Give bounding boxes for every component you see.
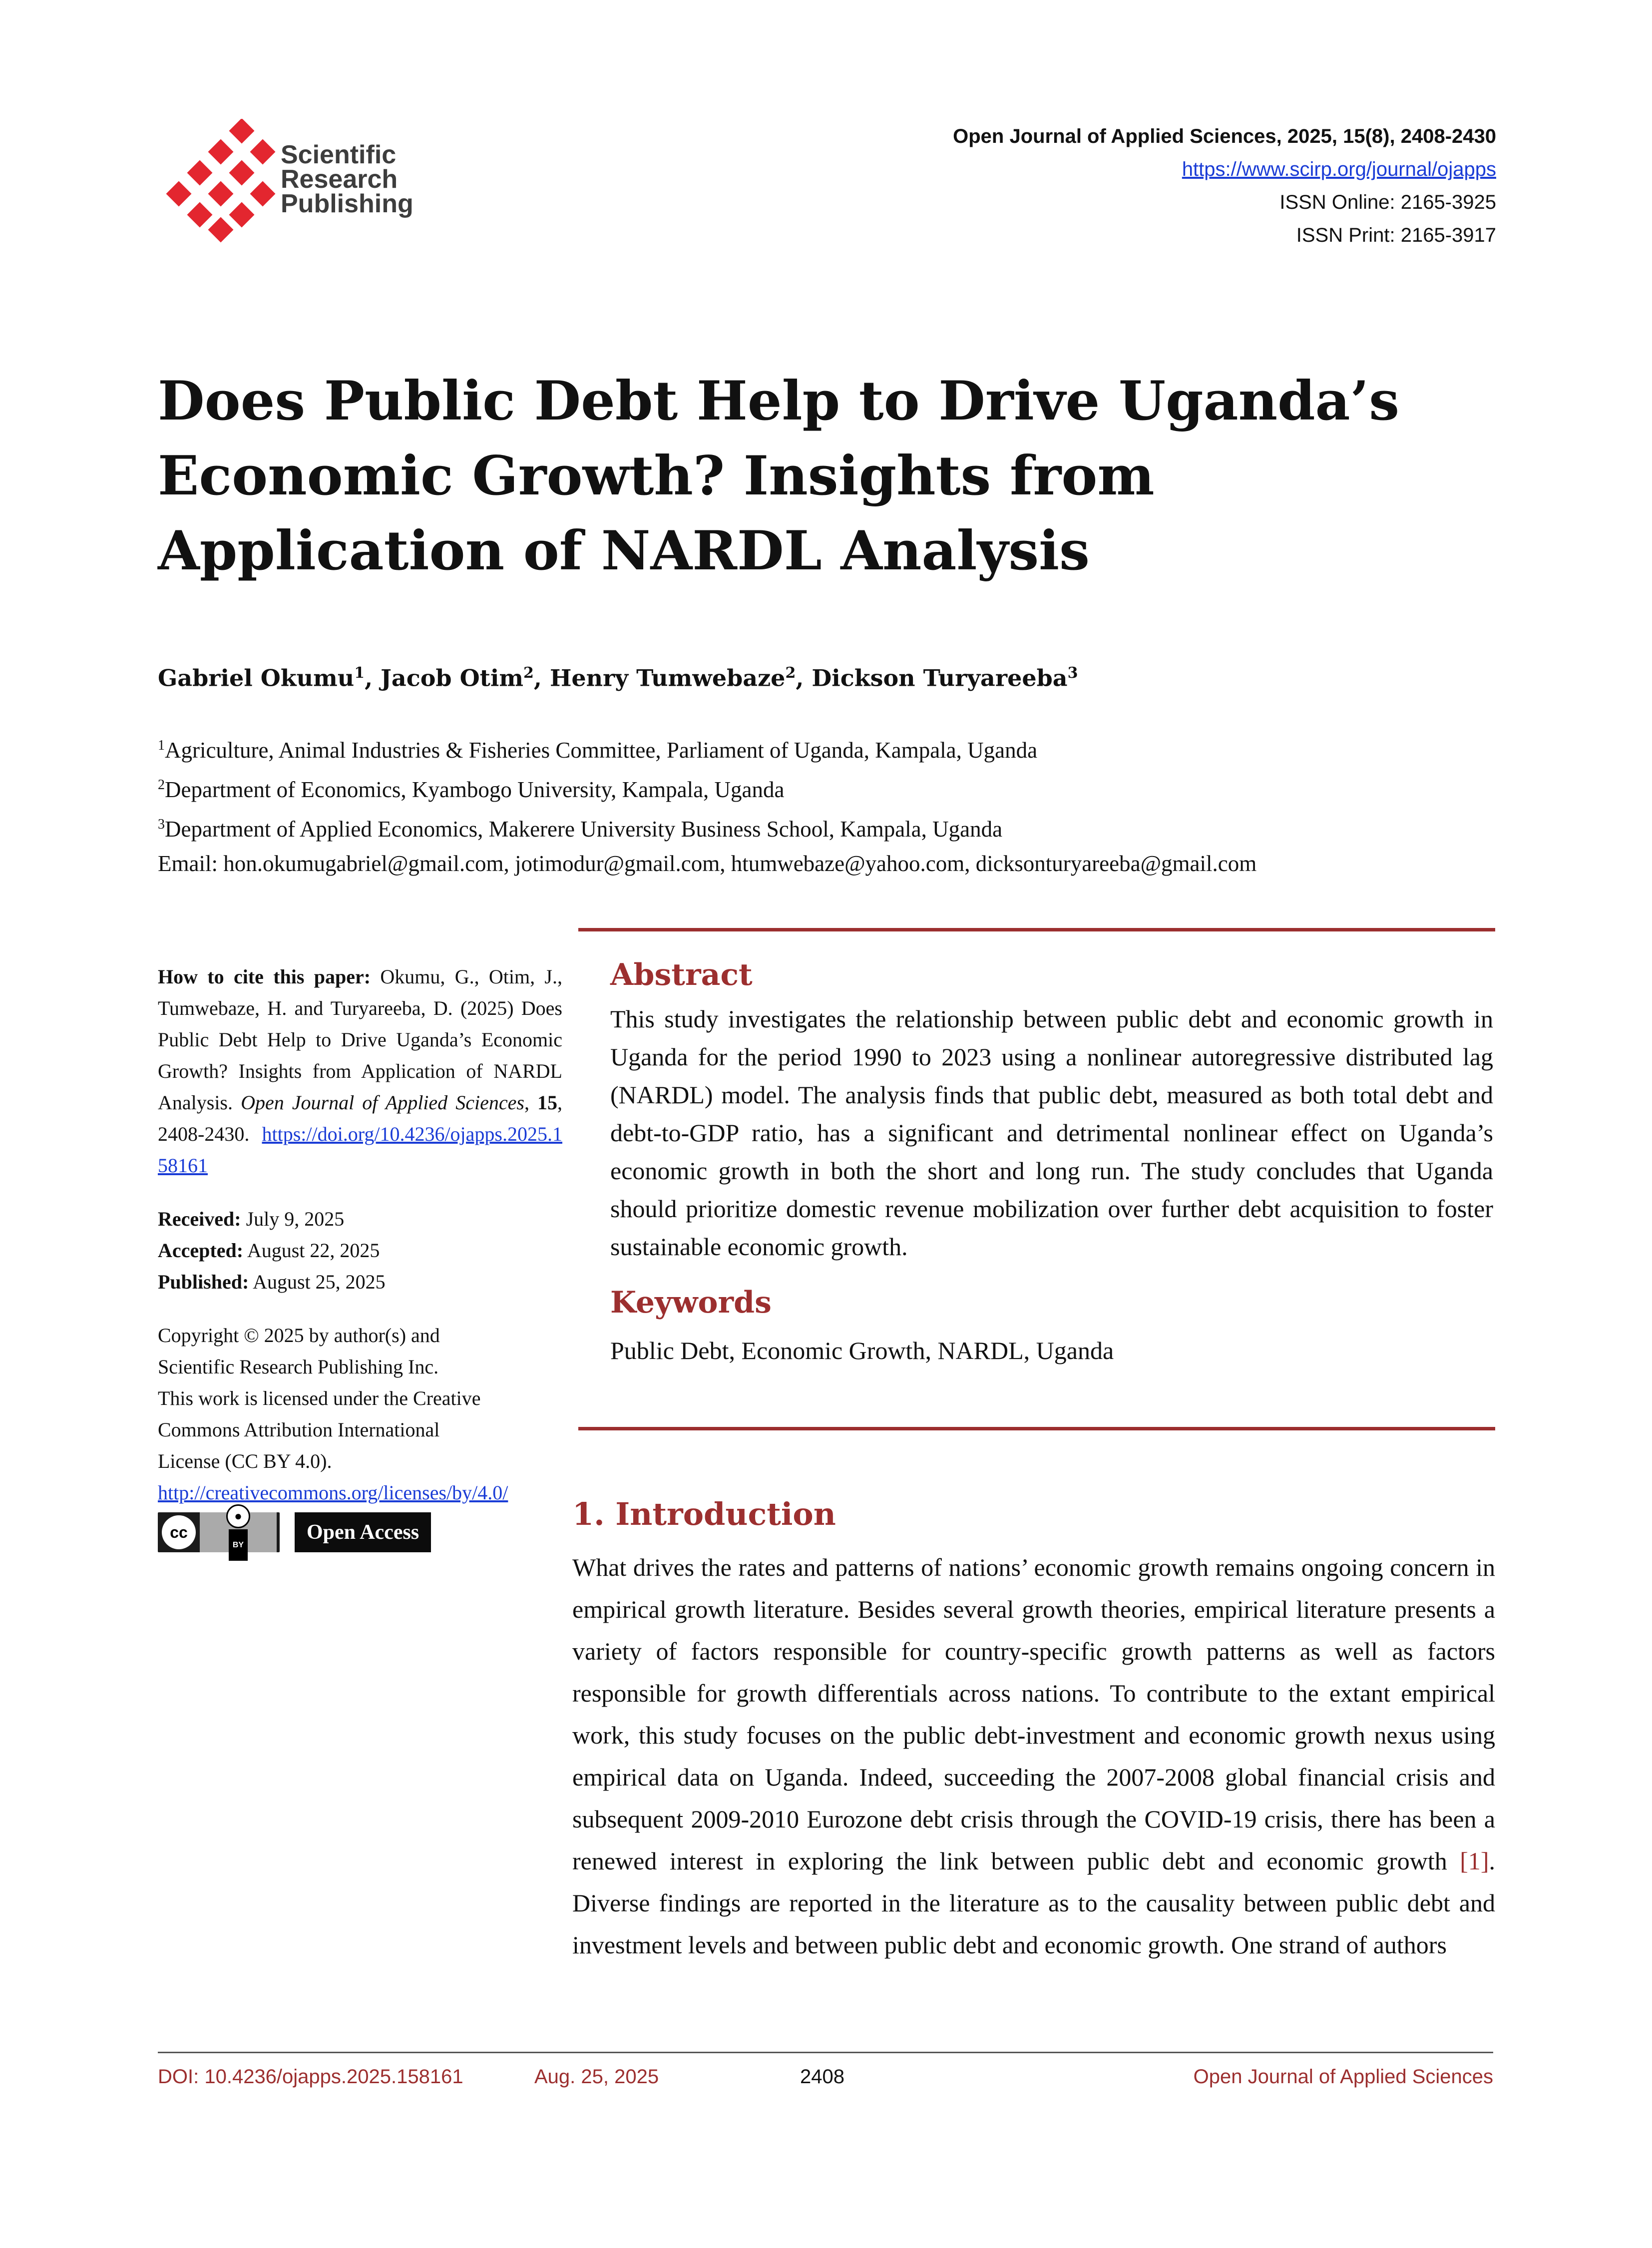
published-date: August 25, 2025 [253, 1271, 386, 1293]
cite-pages: , 2408-2430. [158, 1091, 563, 1145]
issn-print: ISSN Print: 2165-3917 [1296, 224, 1496, 246]
cite-volume: 15 [537, 1091, 558, 1114]
logo-diamond-mark [158, 119, 278, 244]
copyright-line: Copyright © 2025 by author(s) and [158, 1324, 440, 1347]
sidebar [158, 961, 562, 1552]
email-line: Email: hon.okumugabriel@gmail.com, jotimodur@gmail.com, htumwebaze@yahoo.com, dicksonturyareeba@gmail.com [158, 851, 1257, 876]
person-icon: ● [226, 1504, 250, 1528]
affiliation-sup: 3 [158, 817, 165, 832]
logo-line-2: Research [281, 165, 398, 194]
page-footer [158, 2062, 1493, 2092]
open-access-badge: Open Access [295, 1512, 431, 1552]
how-to-cite: How to cite this paper: Okumu, G., Otim, J., Tumwebaze, H. and Turyareeba, D. (2025) Does Public Debt Help to Drive Uganda’s Economic Growth? Insights from Application of NARDL Analysis. Open Journal of Applied Sciences, 15, 2408-2430. https://doi.org/10.4236/ojapps.2025.158161 [158, 965, 563, 1177]
paper-title [158, 364, 1406, 588]
title-line-3: Application of NARDL Analysis [158, 519, 1090, 582]
cc-icon: cc [162, 1515, 196, 1549]
affiliation-line [158, 728, 1256, 768]
logo-line-1: Scientific [281, 140, 397, 169]
affiliations [158, 728, 1256, 881]
copyright-line: Scientific Research Publishing Inc. [158, 1355, 439, 1378]
footer-doi: DOI: 10.4236/ojapps.2025.158161 [158, 2066, 463, 2088]
introduction-section [572, 1494, 1495, 1966]
author-name: Jacob Otim [381, 664, 524, 692]
published-label: Published: [158, 1271, 249, 1293]
author-name: Gabriel Okumu [158, 664, 355, 692]
footer-rule [158, 2052, 1493, 2053]
published-line [158, 1266, 562, 1298]
author-affiliation-sup: 2 [785, 664, 796, 682]
keywords-heading: Keywords [610, 1285, 772, 1320]
accepted-label: Accepted: [158, 1239, 244, 1262]
received-line [158, 1203, 562, 1235]
publisher-logo [158, 119, 437, 244]
logo-line-3: Publishing [281, 189, 413, 218]
page-number: 2408 [800, 2066, 844, 2088]
license-link[interactable]: http://creativecommons.org/licenses/by/4.0/ [158, 1481, 508, 1504]
author-name: Dickson Turyareeba [812, 664, 1068, 692]
author-separator: , [365, 664, 381, 692]
intro-text-part: What drives the rates and patterns of nations’ economic growth remains ongoing concern in empirical growth literature. Besides several growth theories, empirical literature presents a variety of factors responsible for country-specific growth patterns as well as factors responsible for growth differentials across nations. To contribute to the extant empirical work, this study focuses on the public debt-investment and economic growth nexus using empirical data on Uganda. Indeed, succeeding the 2007-2008 global financial crisis and subsequent 2009-2010 Eurozone debt crisis through the COVID-19 crisis, there has been a renewed interest in exploring the link between public debt and economic growth [572, 1553, 1495, 1875]
author-affiliation-sup: 3 [1067, 664, 1078, 682]
affiliation-sup: 1 [158, 738, 165, 753]
footer-journal: Open Journal of Applied Sciences [1193, 2066, 1493, 2088]
copyright-notice [158, 1320, 562, 1508]
introduction-text [572, 1546, 1495, 1966]
copyright-line: License (CC BY 4.0). [158, 1450, 332, 1472]
keywords-text: Public Debt, Economic Growth, NARDL, Uganda [610, 1337, 1114, 1364]
by-label: BY [229, 1529, 248, 1561]
logo-text [281, 140, 413, 218]
introduction-heading: 1. Introduction [572, 1496, 836, 1532]
keywords-block [610, 1283, 1493, 1369]
author-name: Henry Tumwebaze [549, 664, 786, 692]
cite-text: Okumu, G., Otim, J., Tumwebaze, H. and Turyareeba, D. (2025) Does Public Debt Help to Drive Uganda’s Economic Growth? Insights from Application of NARDL Analysis. [158, 965, 563, 1114]
abstract-text: This study investigates the relationship between public debt and economic growth in Uganda for the period 1990 to 2023 using a nonlinear autoregressive distributed lag (NARDL) model. The analysis finds that public debt, measured as both total debt and debt-to-GDP ratio, has a significant and detrimental nonlinear effect on Uganda’s economic growth in both the short and long run. The study concludes that Uganda should prioritize domestic revenue mobilization over further debt acquisition to foster sustainable economic growth. [610, 1005, 1493, 1261]
author-list [158, 658, 1078, 693]
copyright-line: This work is licensed under the Creative [158, 1387, 481, 1409]
abstract-block [610, 955, 1493, 1369]
author-affiliation-sup: 2 [523, 664, 534, 682]
accepted-line [158, 1235, 562, 1266]
received-label: Received: [158, 1208, 241, 1230]
journal-info [953, 120, 1496, 252]
by-section [200, 1508, 277, 1552]
author-separator: , [533, 664, 550, 692]
affiliation-text: Department of Applied Economics, Makerere University Business School, Kampala, Uganda [165, 817, 1003, 842]
received-date: July 9, 2025 [246, 1208, 345, 1230]
license-badges [158, 1508, 562, 1552]
affiliation-sup: 2 [158, 777, 165, 793]
intro-text-part: . Diverse findings are reported in the literature as to the causality between public debt and investment levels and between public debt and economic growth. One strand of authors [572, 1847, 1495, 1959]
cc-by-badge-icon[interactable] [158, 1508, 280, 1552]
journal-citation: Open Journal of Applied Sciences, 2025, 15(8), 2408-2430 [953, 125, 1496, 147]
abstract-top-rule [578, 928, 1495, 931]
reference-link[interactable]: [1] [1460, 1847, 1489, 1875]
affiliation-line [158, 807, 1256, 847]
cite-journal: Open Journal of Applied Sciences [241, 1091, 524, 1114]
footer-date: Aug. 25, 2025 [534, 2066, 659, 2088]
cite-label: How to cite this paper: [158, 965, 371, 988]
abstract-heading: Abstract [610, 957, 753, 992]
affiliation-line [158, 768, 1256, 807]
copyright-line: Commons Attribution International [158, 1418, 440, 1441]
issn-online: ISSN Online: 2165-3925 [1279, 191, 1496, 213]
author-separator: , [796, 664, 812, 692]
title-line-1: Does Public Debt Help to Drive Uganda’s [158, 370, 1400, 433]
journal-url-link[interactable]: https://www.scirp.org/journal/ojapps [1182, 158, 1496, 180]
cite-doi-link[interactable]: https://doi.org/10.4236/ojapps.2025.158161 [158, 1123, 562, 1177]
author-affiliation-sup: 1 [354, 664, 365, 682]
accepted-date: August 22, 2025 [247, 1239, 380, 1262]
affiliation-text: Department of Economics, Kyambogo University, Kampala, Uganda [165, 777, 785, 802]
affiliation-text: Agriculture, Animal Industries & Fisheries Committee, Parliament of Uganda, Kampala, Uganda [165, 738, 1038, 763]
abstract-bottom-rule [578, 1427, 1495, 1430]
title-line-2: Economic Growth? Insights from [158, 445, 1155, 507]
